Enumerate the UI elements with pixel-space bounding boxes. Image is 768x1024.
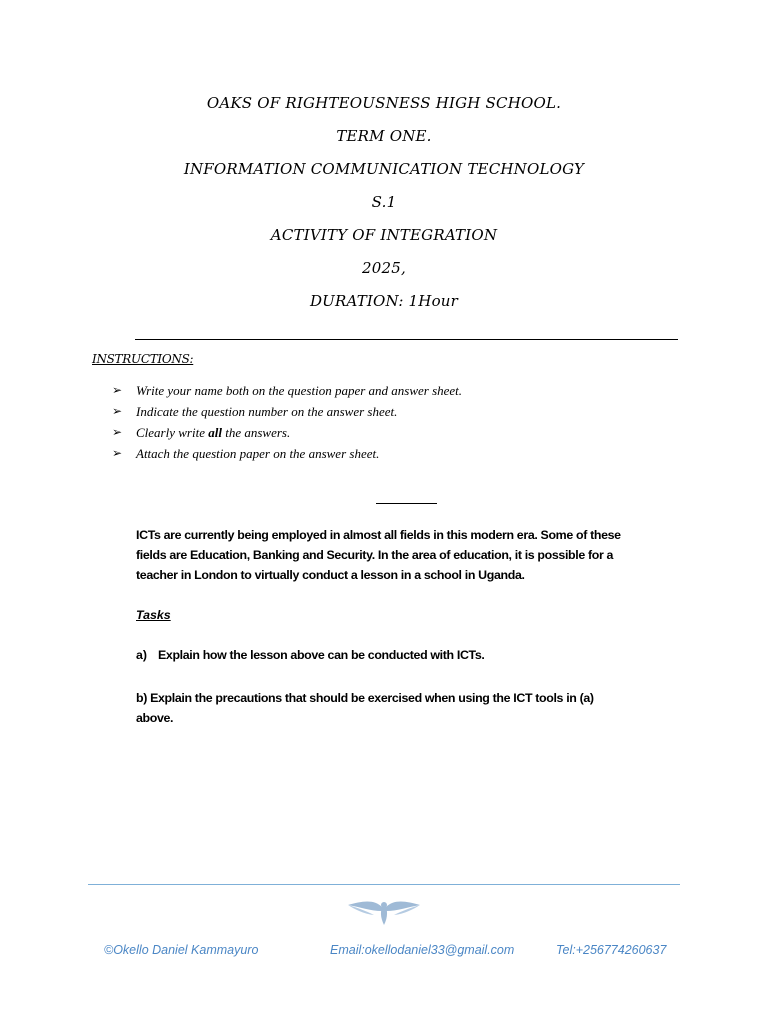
instruction-item	[112, 380, 462, 401]
task-b-line: b) Explain the precautions that should be exercised when using the ICT tools in (a)	[136, 691, 594, 705]
subject-label: INFORMATION COMMUNICATION TECHNOLOGY	[183, 160, 585, 178]
arrow-bullet-icon: ➢	[112, 383, 123, 397]
scenario-line: fields are Education, Banking and Security. In the area of education, it is possible for a	[136, 548, 614, 562]
task-b	[136, 688, 626, 728]
scenario-paragraph	[136, 525, 626, 585]
duration-label: DURATION: 1Hour	[309, 292, 459, 310]
class-label: S.1	[371, 193, 397, 211]
header-divider	[135, 339, 678, 340]
footer-email: Email:okellodaniel33@gmail.com	[330, 943, 515, 957]
activity-label: ACTIVITY OF INTEGRATION	[270, 226, 498, 244]
footer-author: ©Okello Daniel Kammayuro	[104, 943, 259, 957]
arrow-bullet-icon: ➢	[112, 425, 123, 439]
arrow-bullet-icon: ➢	[112, 404, 123, 418]
school-name: OAKS OF RIGHTEOUSNESS HIGH SCHOOL.	[206, 94, 562, 112]
scenario-line: ICTs are currently being employed in almost all fields in this modern era. Some of these	[136, 528, 621, 542]
instruction-text: Indicate the question number on the answer sheet.	[136, 403, 398, 419]
instruction-text-pre: Clearly write	[136, 424, 209, 440]
term-label: TERM ONE.	[336, 127, 432, 145]
section-divider	[376, 503, 437, 504]
year-label: 2025,	[362, 259, 406, 277]
instruction-text: Attach the question paper on the answer sheet.	[136, 445, 380, 461]
arrow-bullet-icon: ➢	[112, 446, 123, 460]
footer-phone: Tel:+256774260637	[556, 943, 667, 957]
instruction-text-post: the answers.	[221, 424, 291, 440]
task-b-line: above.	[136, 711, 174, 725]
instructions-list	[112, 380, 462, 464]
instructions-title: INSTRUCTIONS:	[92, 352, 194, 366]
footer-divider	[88, 884, 680, 885]
task-a-label: a)	[136, 648, 148, 662]
task-a-text: Explain how the lesson above can be conducted with ICTs.	[158, 648, 485, 662]
tasks-heading: Tasks	[136, 608, 171, 622]
instruction-item	[112, 443, 462, 464]
instruction-item	[112, 401, 462, 422]
scenario-line: teacher in London to virtually conduct a lesson in a school in Uganda.	[136, 568, 525, 582]
instruction-item	[112, 422, 462, 443]
bird-logo-icon	[344, 895, 424, 934]
instruction-text: Write your name both on the question paper and answer sheet.	[136, 382, 463, 398]
instruction-emphasis: all	[208, 424, 222, 440]
